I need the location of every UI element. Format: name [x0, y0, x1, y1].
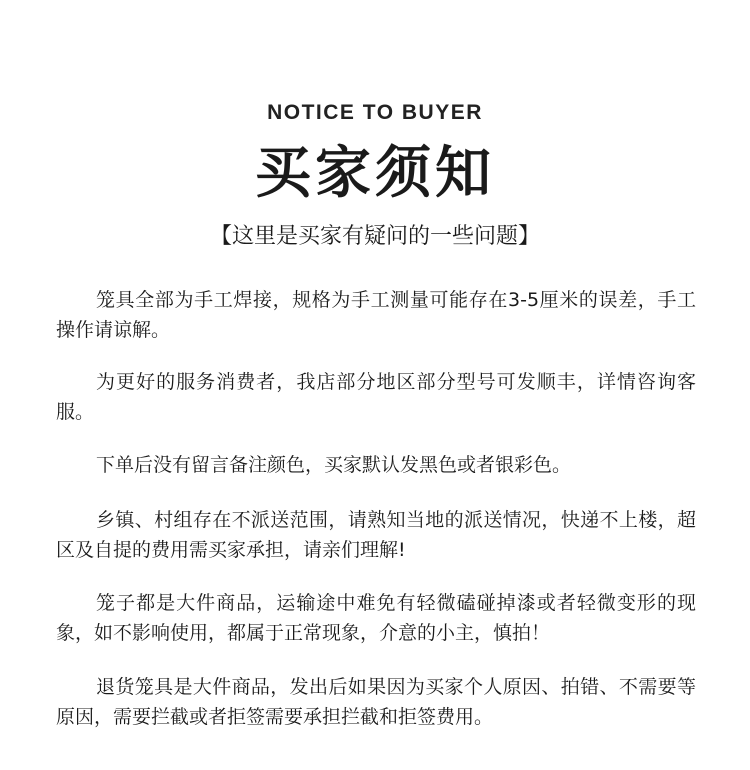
notice-item: 为更好的服务消费者，我店部分地区部分型号可发顺丰，详情咨询客服。: [56, 371, 696, 423]
notice-item: 退货笼具是大件商品，发出后如果因为买家个人原因、拍错、不需要等原因，需要拦截或者拒签需要承担拦截和拒签费用。: [56, 676, 696, 728]
notice-item: 乡镇、村组存在不派送范围，请熟知当地的派送情况，快递不上楼，超区及自提的费用需买家承担，请亲们理解!: [56, 509, 696, 561]
notice-item: 笼子都是大件商品，运输途中难免有轻微磕碰掉漆或者轻微变形的现象，如不影响使用，都属于正常现象，介意的小主，慎拍！: [56, 592, 696, 644]
notice-item: 笼具全部为手工焊接，规格为手工测量可能存在3-5厘米的误差，手工操作请谅解。: [56, 289, 696, 341]
notice-item: 下单后没有留言备注颜色，买家默认发黑色或者银彩色。: [96, 454, 572, 476]
notice-subtitle: 【这里是买家有疑问的一些问题】: [209, 224, 540, 249]
notice-eyebrow: NOTICE TO BUYER: [267, 101, 483, 124]
notice-title: 买家须知: [255, 141, 495, 206]
